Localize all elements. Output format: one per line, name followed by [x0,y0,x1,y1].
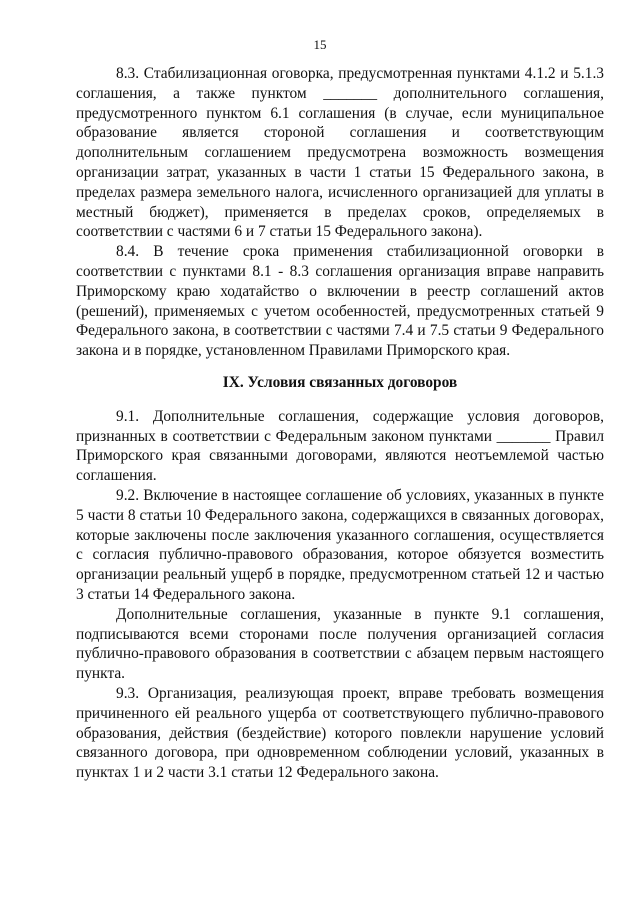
paragraph-9-2-continued: Дополнительные соглашения, указанные в пункте 9.1 соглашения, подписываются всеми сторонами после получения организацией согласия публично-правового образования в соответствии с абзацем первым настоящего пункта. [76,605,604,683]
section-heading [76,373,604,393]
section-title: Условия связанных договоров [247,373,458,391]
paragraph-8-3: 8.3. Стабилизационная оговорка, предусмотренная пунктами 4.1.2 и 5.1.3 соглашения, а также пунктом _______ дополнительного соглашения, предусмотренного пунктом 6.1 соглашения (в случае, если муниципальное образование является стороной соглашения и соответствующим дополнительным соглашением предусмотрена возможность возмещения организации затрат, указанных в части 1 статьи 15 Федерального закона, в пределах размера земельного налога, исчисленного организацией для уплаты в местный бюджет), применяется в пределах сроков, определяемых в соответствии с частями 6 и 7 статьи 15 Федерального закона). [76,65,604,241]
paragraph-8-4: 8.4. В течение срока применения стабилизационной оговорки в соответствии с пунктами 8.1 - 8.3 соглашения организация вправе направить Приморскому краю ходатайство о включении в реестр соглашений актов (решений), применяемых с учетом особенностей, предусмотренных статьей 9 Федерального закона, в соответствии с частями 7.4 и 7.5 статьи 9 Федерального закона и в порядке, установленном Правилами Приморского края. [76,243,604,360]
section-number: IX. [222,373,244,391]
page-number: 15 [313,37,327,52]
document-body [76,64,604,783]
paragraph-9-2: 9.2. Включение в настоящее соглашение об условиях, указанных в пункте 5 части 8 статьи 10 Федерального закона, содержащихся в связанных договорах, которые заключены после заключения указанного соглашения, осуществляется с согласия публично-правового образования, которое обязуется возместить организации реальный ущерб в порядке, предусмотренном статьей 12 и частью 3 статьи 14 Федерального закона. [76,486,604,603]
paragraph-9-3: 9.3. Организация, реализующая проект, вправе требовать возмещения причиненного ей реального ущерба от соответствующего публично-правового образования, действия (бездействие) которого повлекли нарушение условий связанного договора, при одновременном соблюдении условий, указанных в пунктах 1 и 2 части 3.1 статьи 12 Федерального закона. [76,684,604,782]
paragraph-9-1: 9.1. Дополнительные соглашения, содержащие условия договоров, признанных в соответствии с Федеральным законом пунктами _______ Правил Приморского края связанными договорами, являются неотъемлемой частью соглашения. [76,407,604,485]
